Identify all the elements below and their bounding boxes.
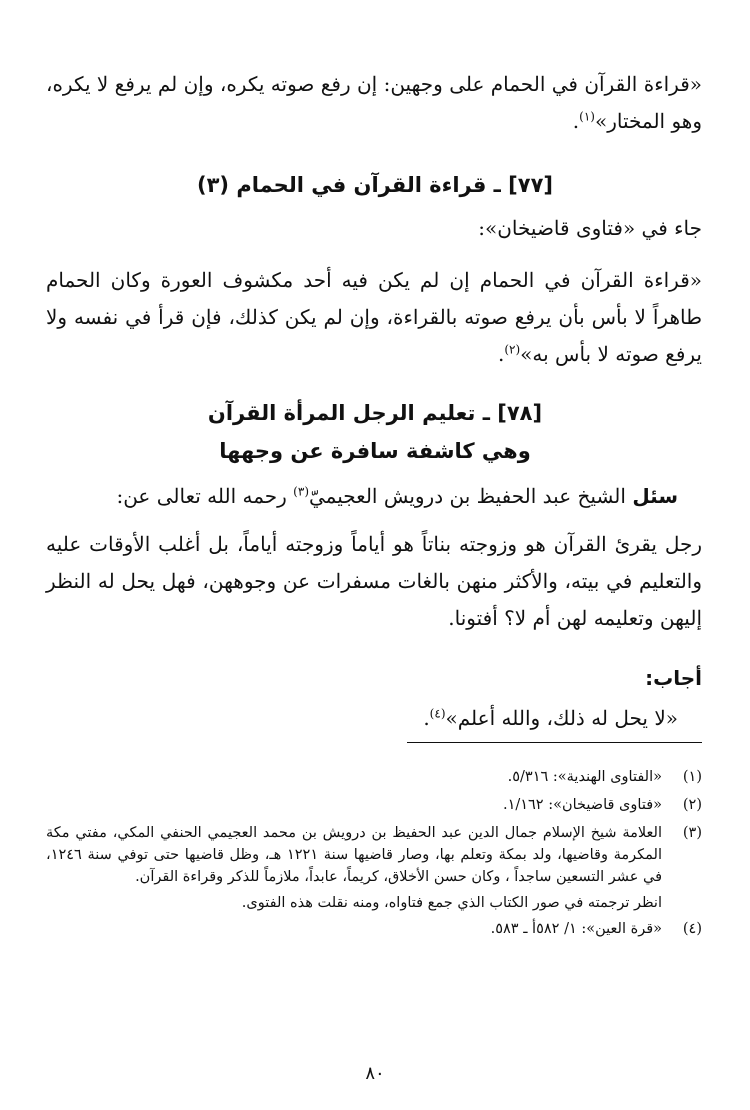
opening-paragraph (46, 66, 702, 140)
question-body (46, 526, 702, 637)
footnote-number: (١) (682, 769, 702, 785)
footnote-2 (46, 794, 702, 816)
footnotes (46, 766, 702, 940)
footnote-text: «فتاوى قاضيخان»: ١/١٦٢. (502, 797, 662, 813)
footnote-ref-1[interactable]: (١) (579, 109, 595, 124)
footnote-divider (407, 742, 702, 743)
footnote-4 (46, 918, 702, 940)
footnote-3-continued (46, 892, 702, 914)
question-intro-text-1: الشيخ عبد الحفيظ بن درويش العجيميّ (309, 484, 633, 508)
footnote-text: «الفتاوى الهندية»: ٥/٣١٦. (507, 769, 662, 785)
footnote-number (662, 892, 702, 914)
page-number: ٨٠ (365, 1063, 385, 1084)
answer-label-block (46, 660, 702, 696)
section-77-quote (46, 262, 702, 373)
answer-label: أجاب: (645, 666, 702, 690)
opening-text: «قراءة القرآن في الحمام على وجهين: إن رفع صوته يكره، وإن لم يرفع لا يكره، وهو المختار» (45, 72, 702, 133)
section-78-heading-line1: [٧٨] ـ تعليم الرجل المرأة القرآن (207, 401, 543, 425)
section-77-quote-end: . (497, 342, 505, 366)
section-78-heading-line2: وهي كاشفة سافرة عن وجهها (219, 439, 531, 463)
question-intro (46, 478, 678, 514)
footnote-text: انظر ترجمته في صور الكتاب الذي جمع فتاواه، ومنه نقلت هذه الفتوى. (241, 895, 662, 911)
question-intro-text-2: رحمه الله تعالى عن: (116, 484, 294, 508)
section-77-heading: [٧٧] ـ قراءة القرآن في الحمام (٣) (196, 173, 554, 197)
footnote-ref-2[interactable]: (٢) (504, 342, 521, 357)
section-77-intro-text: جاء في «فتاوى قاضيخان»: (478, 216, 702, 240)
footnote-number: (٤) (682, 921, 702, 937)
footnote-ref-3[interactable]: (٣) (293, 484, 309, 499)
footnote-ref-4[interactable]: (٤) (429, 706, 446, 721)
footnote-text: «قرة العين»: ١/ ٥٨٢أ ـ ٥٨٣. (490, 921, 662, 937)
footnote-text: العلامة شيخ الإسلام جمال الدين عبد الحفيظ بن درويش بن محمد العجيمي الحنفي المكي، مفتي مكة المكرمة وقاضيها، ولد بمكة وتعلم بها، وصار قاضيها سنة ١٢٢١ هـ، وظل قاضيها حتى توفي سنة ١٢٤٦، في عشر التسعين ساجداً ، وكان حسن الأخلاق، كريماً، عابداً، ملازماً للذكر وقراءة القرآن. (46, 825, 662, 885)
opening-end: . (572, 109, 580, 133)
answer-text: «لا يحل له ذلك، والله أعلم» (445, 706, 678, 730)
footnote-3 (46, 822, 702, 888)
section-77-quote-text: «قراءة القرآن في الحمام إن لم يكن فيه أحد مكشوف العورة وكان الحمام طاهراً لا بأس بأن يرفع صوته بالقراءة، وإن لم يكن كذلك، فإن قرأ في نفسه ولا يرفع صوته لا بأس به» (46, 268, 702, 366)
answer-block (46, 700, 678, 736)
footnote-1 (46, 766, 702, 788)
question-text: رجل يقرئ القرآن هو وزوجته بناتاً هو أياماً وزوجته أياماً، بل أغلب الأوقات عليه والتعليم في بيته، والأكثر منهن بالغات مسفرات عن وجوههن، فهل يحل له النظر إليهن وتعليمه لهن أم لا؟ أفتونا. (46, 532, 702, 630)
section-77-intro (46, 210, 702, 246)
footnote-number: (٢) (682, 797, 702, 813)
question-lead: سئل (632, 484, 678, 508)
answer-end: . (423, 706, 430, 730)
footnote-number: (٣) (682, 825, 702, 841)
